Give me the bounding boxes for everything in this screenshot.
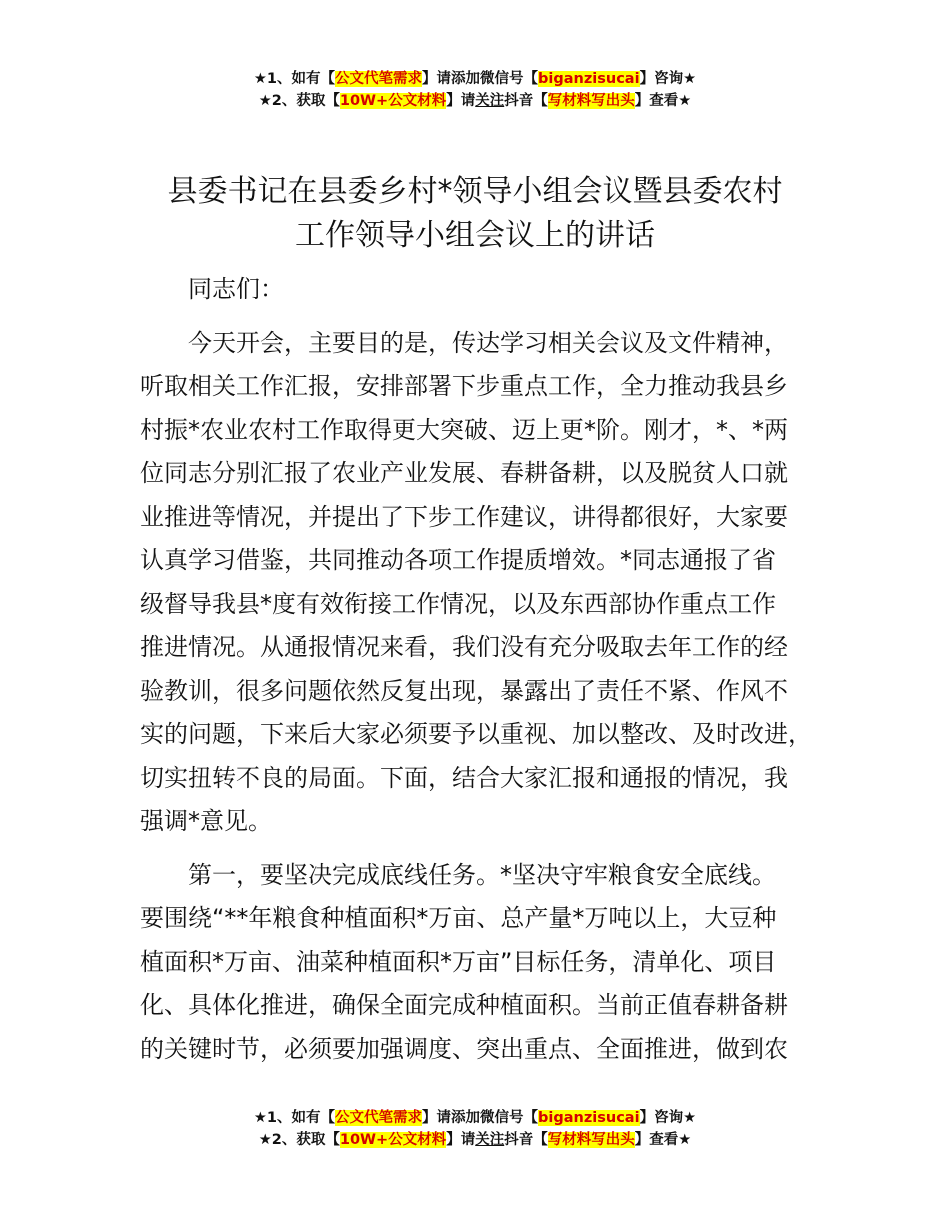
text-line: 实的问题，下来后大家必须要予以重视、加以整改、及时改进， [140,720,812,748]
text-line: 验教训，很多问题依然反复出现，暴露出了责任不紧、作风不 [140,676,788,705]
text-line: 位同志分别汇报了农业产业发展、春耕备耕，以及脱贫人口就 [140,459,788,487]
text-line: 认真学习借鉴，共同推动各项工作提质增效。*同志通报了省 [140,546,776,574]
text-line: 的关键时节，必须要加强调度、突出重点、全面推进，做到农 [140,1034,788,1063]
banner-underline-follow: 关注 [475,93,505,109]
text-line: 第一，要坚决完成底线任务。*坚决守牢粮食安全底线。 [188,860,776,889]
banner-line-1: ★1、如有【公文代笔需求】请添加微信号【biganzisucai】咨询★ [253,1110,697,1126]
banner-line-2: ★2、获取【10W+公文材料】请关注抖音【写材料写出头】查看★ [258,93,692,109]
banner-underline-follow: 关注 [475,1132,505,1148]
title-line: 县委书记在县委乡村*领导小组会议暨县委农村 [167,174,783,209]
text-line: 植面积*万亩、油菜种植面积*万亩”目标任务，清单化、项目 [140,947,777,976]
text-line: 听取相关工作汇报，安排部署下步重点工作，全力推动我县乡 [140,372,788,400]
paragraph-2 [140,854,840,1072]
banner-line-2: ★2、获取【10W+公文材料】请关注抖音【写材料写出头】查看★ [258,1132,692,1148]
footer-banner [0,1107,950,1151]
document-title [120,170,830,258]
text-line: 切实扭转不良的局面。下面，结合大家汇报和通报的情况，我 [140,763,788,792]
banner-highlight-douyin: 写材料写出头 [547,1132,635,1148]
paragraph-1 [140,322,840,844]
text-line: 强调*意见。 [140,807,272,835]
text-line: 化、具体化推进，确保全面完成种植面积。当前正值春耕备耕 [140,991,788,1019]
banner-line-1: ★1、如有【公文代笔需求】请添加微信号【biganzisucai】咨询★ [253,71,697,87]
text-line: 要围绕“**年粮食种植面积*万亩、总产量*万吨以上，大豆种 [140,904,777,932]
banner-highlight-materials: 10W+公文材料 [339,1132,447,1148]
banner-highlight-douyin: 写材料写出头 [547,93,635,109]
banner-highlight-materials: 10W+公文材料 [339,93,447,109]
text-line: 级督导我县*度有效衔接工作情况，以及东西部协作重点工作 [140,589,776,618]
banner-highlight-service: 公文代笔需求 [335,71,423,87]
banner-highlight-wechat: biganzisucai [538,71,640,87]
salutation: 同志们： [188,275,284,303]
banner-highlight-wechat: biganzisucai [538,1110,640,1126]
banner-highlight-service: 公文代笔需求 [335,1110,423,1126]
text-line: 业推进等情况，并提出了下步工作建议，讲得都很好，大家要 [140,502,788,531]
header-banner [0,68,950,112]
text-line: 村振*农业农村工作取得更大突破、迈上更*阶。刚才，*、*两 [140,415,788,444]
text-line: 今天开会，主要目的是，传达学习相关会议及文件精神， [188,328,788,357]
document-body [140,268,840,1071]
text-line: 推进情况。从通报情况来看，我们没有充分吸取去年工作的经 [140,633,788,661]
title-line: 工作领导小组会议上的讲话 [295,218,655,253]
